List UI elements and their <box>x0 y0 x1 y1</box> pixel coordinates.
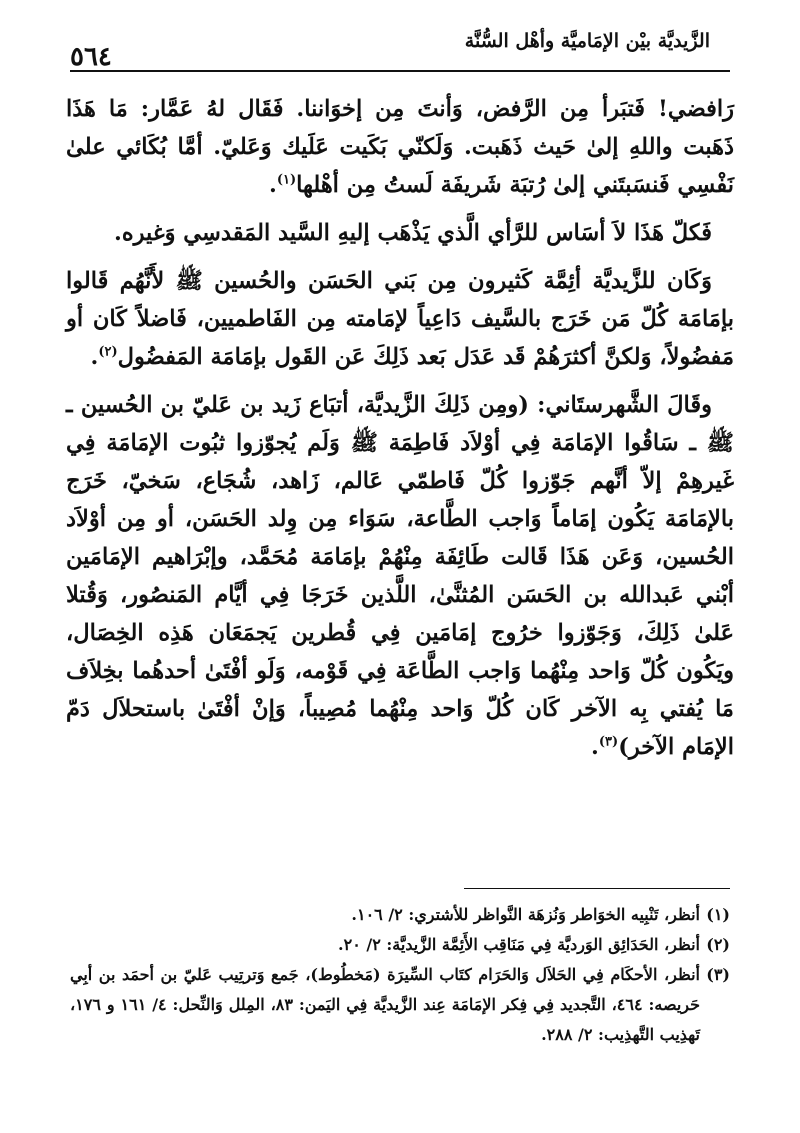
main-text <box>66 90 734 776</box>
header-divider <box>70 70 730 72</box>
footnote-marker-1: (١) <box>276 172 297 188</box>
footnote-divider <box>464 888 730 889</box>
footnote-text: أنظر، الحَدَائِق الوَرديَّة فِي مَنَاقِب الأَئِمَّة الزَّيديَّة: ٢/ ٢٠. <box>338 935 700 954</box>
page-number: ٥٦٤ <box>70 42 112 72</box>
paragraph-text: فَكلّ هَذَا لاَ أسَاس للرَّأي الَّذي يَذْهَب إليهِ السَّيد المَقدسِي وَغيره. <box>114 220 712 246</box>
paragraph-text: رَافضي! فَتبَرأ مِن الرَّفض، وَأنتَ مِن إخوَاننا. فَقَال لهُ عَمَّار: مَا هَذَا ذَهَبت واللهِ إلىٰ حَيث ذَهَبت. وَلَكنّي بَكَيت عَلَيك وَعَليّ. أمَّا بُكَائي علىٰ نَفْسِي فَنسَبتَني إلىٰ رُتبَة شَريفَة لَستُ مِن أهْلها <box>66 96 734 198</box>
footnotes <box>70 900 730 1050</box>
body-paragraph-3 <box>66 262 734 376</box>
footnote-text: أنظر، الأحكَام فِي الحَلاَل وَالحَرَام كتَاب السِّيرَة (مَخطُوط)، جَمع وَترتِيب عَليّ بن أحمَد بن أبِي حَريصه: ٤٦٤، التَّجديد فِي فِكر الإمَامَة عِند الزَّيديَّة فِي اليَمن: ٨٣، المِلل وَالنِّحل: ٤/ ١٦١ و ١٧٦، تَهذِيب التَّهذِيب: ٢/ ٢٨٨. <box>70 965 700 1044</box>
footnote-marker-2: (٢) <box>98 344 118 360</box>
footnote-number: (١) <box>706 905 730 924</box>
footnote-number: (٣) <box>706 965 730 984</box>
body-paragraph-4 <box>66 386 734 766</box>
footnote-number: (٢) <box>706 935 730 954</box>
paragraph-text: وَكَان للزَّيديَّة أئِمَّة كَثيرون مِن بَني الحَسَن والحُسين ﷺ لأَنَّهُم قَالوا بإمَامَة كُلّ مَن خَرَج بالسَّيف دَاعِياً لإمَامته مِن الفَاطميين، فَاضلاً كَان أو مَفضُولاً، وَلكنَّ أكثرَهُمْ قَد عَدَل بَعد ذَلِكَ عَن القَول بإمَامَة المَفضُول <box>66 268 734 370</box>
period: . <box>591 734 599 760</box>
period: . <box>90 344 99 370</box>
running-title: الزَّيديَّة بيْن الإمَاميَّة وأهْل السُّنَّة <box>464 30 710 52</box>
period: . <box>269 172 277 198</box>
footnote-2 <box>70 930 730 960</box>
footnote-3 <box>70 960 730 1050</box>
paragraph-text: وقَالَ الشَّهرستَاني: (ومِن ذَلِكَ الزَّيديَّة، أتبَاع زَيد بن عَليّ بن الحُسين ـ ﷺ ـ سَاقُوا الإمَامَة فِي أوْلاَد فَاطِمَة ﷺ وَلَم يُجوّزوا ثبُوت الإمَامَة فِي غَيرهِمْ إلاّ أنَّهم جَوّزوا كُلّ فَاطمّي عَالم، زَاهد، شُجَاع، سَخيّ، خَرَج بالإمَامَة يَكُون إمَاماً وَاجب الطَّاعة، سَوَاء مِن وِلد الحَسَن، أو مِن أوْلاَد الحُسين، وَعَن هَذَا قَالت طَائِفَة مِنْهُمْ بإمَامَة مُحَمَّد، وإبْرَاهيم الإمَامَين أبْني عَبدالله بن الحَسَن المُثنَّىٰ، اللَّذين خَرَجَا فِي أيَّام المَنصُور، وَقُتلا عَلىٰ ذَلِكَ، وَجَوّزوا خرُوج إمَامَين فِي قُطرين يَجمَعَان هَذِه الخِصَال، ويَكُون كُلّ وَاحد مِنْهُما وَاجب الطَّاعَة فِي قَوْمه، وَلَو أفْتَىٰ أحدهُما بخِلاَف مَا يُفتي بِه الآخر كَان كُلّ وَاحد مِنْهُما مُصِيباً، وَإنْ أفْتَىٰ باستحلاَل دَمّ الإمَام الآخر) <box>66 392 734 760</box>
footnote-text: أنظر، تَنْبِيه الخوَاطر وَنُزهَة النَّواظر للأشتري: ٢/ ١٠٦. <box>351 905 700 924</box>
footnote-marker-3: (٣) <box>598 734 619 750</box>
body-paragraph-1 <box>66 90 734 204</box>
body-paragraph-2 <box>66 214 734 252</box>
footnote-1 <box>70 900 730 930</box>
